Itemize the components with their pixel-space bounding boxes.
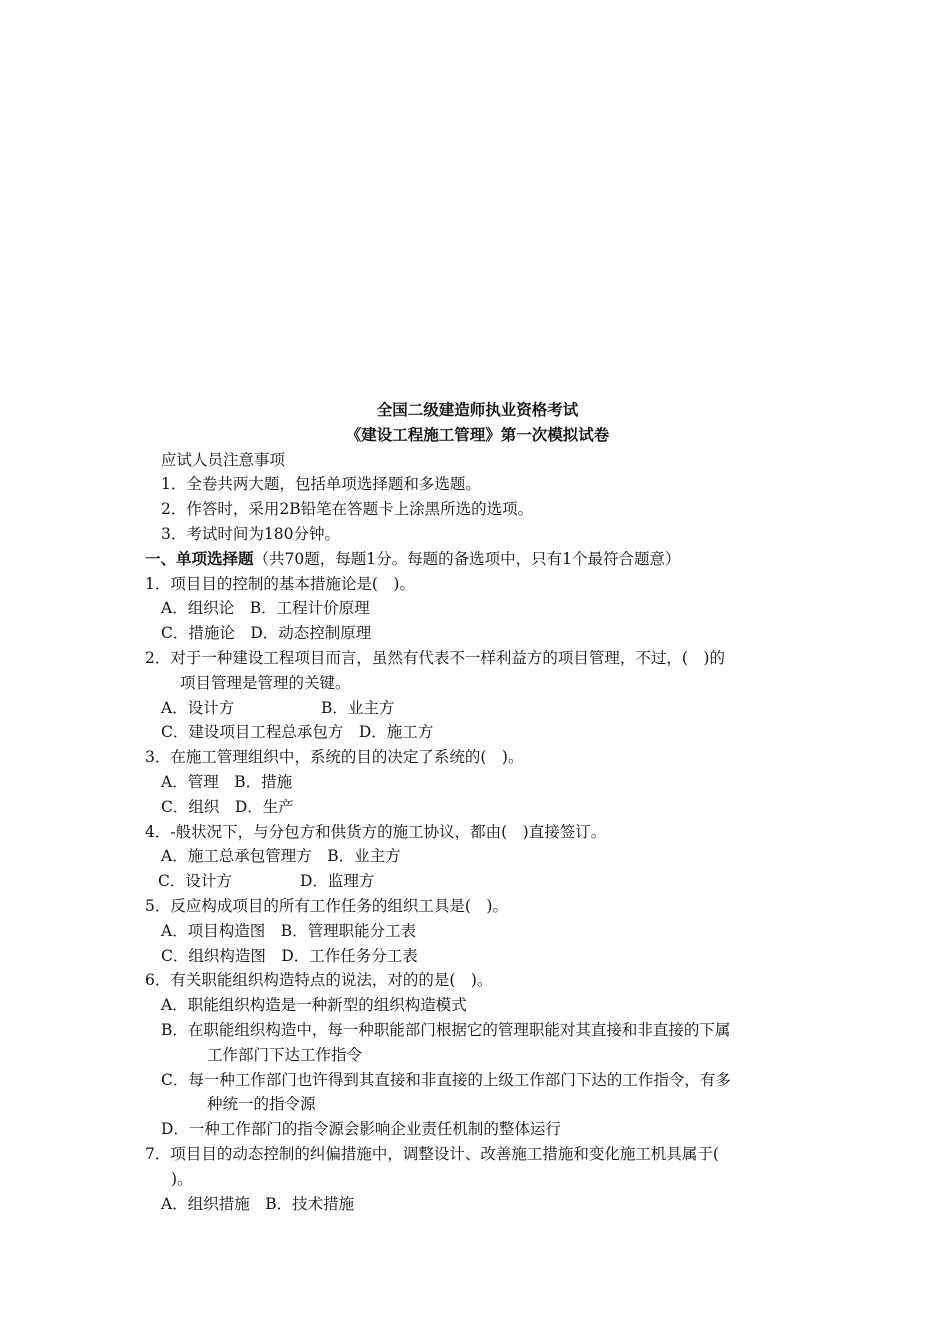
notice-heading: 应试人员注意事项 (161, 450, 286, 469)
question-3-options-cd: C．组织 D．生产 (161, 797, 294, 816)
question-4-options-cd (145, 869, 810, 894)
question-2-options-ab (145, 696, 810, 721)
question-6-option-a: A．职能组织构造是一种新型的组织构造模式 (161, 996, 467, 1015)
section-heading-desc: （共70题，每题1分。每题的备选项中，只有1个最符合题意） (253, 549, 681, 568)
question-2-option-b: B．业主方 (321, 698, 395, 717)
question-4-option-d: D．监理方 (300, 872, 375, 891)
question-2-stem: 2．对于一种建设工程项目而言，虽然有代表不一样利益方的项目管理，不过，( )的 (145, 648, 725, 667)
question-6-option-c: C．每一种工作部门也许得到其直接和非直接的上级工作部门下达的工作指令，有多 (161, 1070, 731, 1089)
question-1-stem: 1．项目目的控制的基本措施论是( )。 (145, 574, 415, 593)
question-2-options-cd: C．建设项目工程总承包方 D．施工方 (161, 723, 434, 742)
notice-item-1: 1．全卷共两大题，包括单项选择题和多选题。 (161, 475, 481, 494)
question-1-options-cd: C．措施论 D．动态控制原理 (161, 624, 372, 643)
question-2-stem-cont: 项目管理是管理的关键。 (180, 673, 351, 692)
question-4-options-ab: A．施工总承包管理方 B．业主方 (161, 847, 401, 866)
question-7-options-ab: A．组织措施 B．技术措施 (161, 1194, 355, 1213)
question-7-stem-cont: )。 (171, 1169, 193, 1188)
question-7-stem: 7．项目目的动态控制的纠偏措施中，调整设计、改善施工措施和变化施工机具属于( (145, 1144, 719, 1163)
question-6-option-d: D．一种工作部门的指令源会影响企业责任机制的整体运行 (161, 1120, 561, 1139)
question-6-option-c-cont: 种统一的指令源 (207, 1095, 316, 1114)
question-5-stem: 5．反应构成项目的所有工作任务的组织工具是( )。 (145, 896, 508, 915)
question-3-stem: 3．在施工管理组织中，系统的目的决定了系统的( )。 (145, 748, 524, 767)
exam-title: 全国二级建造师执业资格考试 (376, 400, 579, 419)
question-6-option-b: B．在职能组织构造中，每一种职能部门根据它的管理职能对其直接和非直接的下属 (161, 1020, 731, 1039)
question-4-option-c: C．设计方 (158, 872, 232, 891)
exam-subtitle: 《建设工程施工管理》第一次模拟试卷 (345, 424, 610, 444)
question-2-option-a: A．设计方 (161, 698, 235, 717)
exam-content (145, 398, 810, 1216)
section-heading (145, 547, 810, 572)
notice-item-2: 2．作答时，采用2B铅笔在答题卡上涂黑所选的选项。 (161, 500, 534, 519)
question-5-options-cd: C．组织构造图 D．工作任务分工表 (161, 946, 418, 965)
notice-item-3: 3．考试时间为180分钟。 (161, 524, 340, 543)
question-4-stem: 4．-般状况下，与分包方和供货方的施工协议，都由( )直接签订。 (145, 822, 607, 841)
question-1-options-ab: A．组织论 B．工程计价原理 (161, 599, 370, 618)
question-6-stem: 6．有关职能组织构造特点的说法，对的的是( )。 (145, 971, 493, 990)
question-6-option-b-cont: 工作部门下达工作指令 (207, 1045, 363, 1064)
question-5-options-ab: A．项目构造图 B．管理职能分工表 (161, 921, 417, 940)
question-3-options-ab: A．管理 B．措施 (161, 772, 293, 791)
section-heading-bold: 一、单项选择题 (145, 548, 254, 568)
